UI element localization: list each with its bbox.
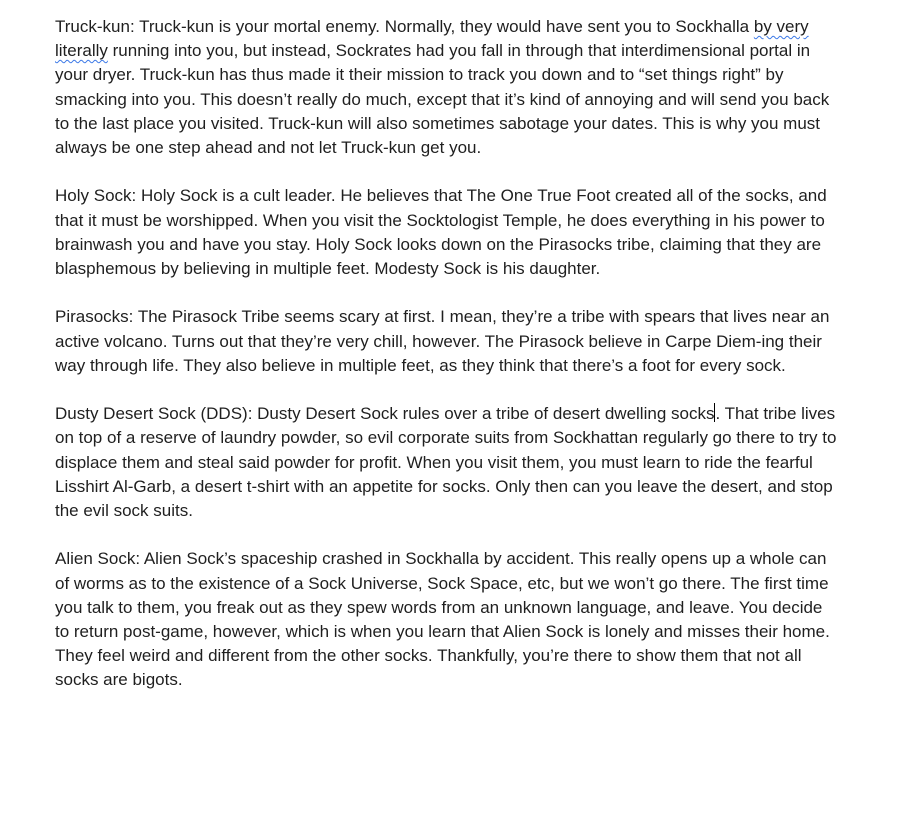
paragraph-holy-sock[interactable] [55,184,840,281]
paragraph-alien-sock[interactable] [55,547,840,692]
paragraph-dusty-desert-sock[interactable] [55,402,840,523]
document-page[interactable] [55,15,840,717]
paragraph-truck-kun[interactable] [55,15,840,160]
text-run: Dusty Desert Sock (DDS): Dusty Desert Sock rules over a tribe of desert dwelling socks [55,404,715,424]
paragraph-pirasocks[interactable] [55,305,840,378]
text-run: running into you, but instead, Sockrates had you fall in through that interdimensional portal in your dryer. Truck-kun has thus made it their mission to track you down and to “set things right” by smacking into you. This doesn’t really do much, except that it’s kind of annoying and will send you back to the last place you visited. Truck-kun will also sometimes sabotage your dates. This is why you must always be one step ahead and not let Truck-kun get you. [55,41,830,158]
text-run: Truck-kun: Truck-kun is your mortal enemy. Normally, they would have sent you to Sockhalla [55,17,754,36]
spellcheck-flagged-text[interactable]: by very literally [55,17,809,61]
text-run: . That tribe lives on top of a reserve of laundry powder, so evil corporate suits from Sockhattan regularly go there to try to displace them and steal said powder for profit. When you visit them, you must learn to ride the fearful Lisshirt Al-Garb, a desert t-shirt with an appetite for socks. Only then can you leave the desert, and stop the evil sock suits. [55,404,837,521]
text-run: Holy Sock: Holy Sock is a cult leader. He believes that The One True Foot created all of the socks, and that it must be worshipped. When you visit the Socktologist Temple, he does everything in his power to brainwash you and have you stay. Holy Sock looks down on the Pirasocks tribe, claiming that they are blasphemous by believing in multiple feet. Modesty Sock is his daughter. [55,186,827,279]
text-run: Alien Sock: Alien Sock’s spaceship crashed in Sockhalla by accident. This really opens up a whole can of worms as to the existence of a Sock Universe, Sock Space, etc, but we won’t go there. The first time you talk to them, you freak out as they spew words from an unknown language, and leave. You decide to return post-game, however, which is when you learn that Alien Sock is lonely and misses their home. They feel weird and different from the other socks. Thankfully, you’re there to show them that not all socks are bigots. [55,549,830,690]
text-run: Pirasocks: The Pirasock Tribe seems scary at first. I mean, they’re a tribe with spears that lives near an active volcano. Turns out that they’re very chill, however. The Pirasock believe in Carpe Diem-ing their way through life. They also believe in multiple feet, as they think that there’s a foot for every sock. [55,307,830,375]
